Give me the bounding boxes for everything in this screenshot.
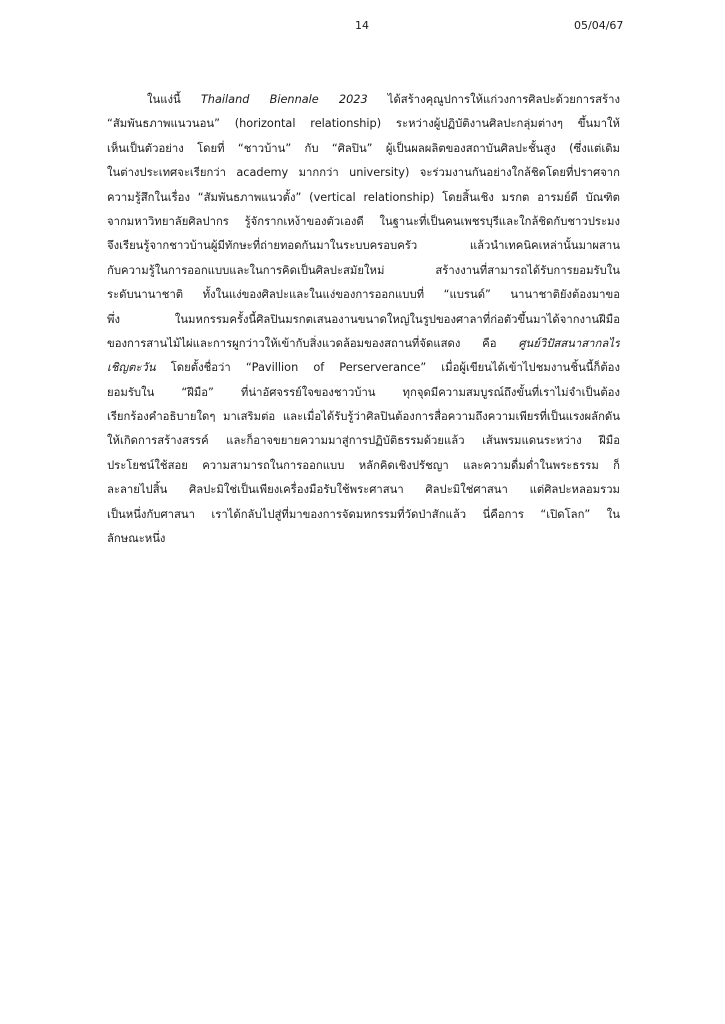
paragraph-line [107, 429, 620, 453]
paragraph-line [107, 186, 620, 210]
text-segment: พึ่ง ในมหกรรมครั้งนี้ศิลปินมรกตเสนองานขนาดใหญ่ในรูปของศาลาที่ก่อตัวขึ้นมาได้จากงานฝีมือ [107, 312, 620, 326]
italic-text: ศูนย์วิปัสสนาสากลไร่ [518, 336, 620, 350]
text-segment: ความรู้สึกในเรื่อง “สัมพันธภาพแนวตั้ง” (vertical relationship) โดยสิ้นเชิง มรกต อารมย์ดี บัณฑิต [107, 190, 620, 204]
text-segment: โดยตั้งชื่อว่า “Pavillion of Perserverance” เมื่อผู้เขียนได้เข้าไปชมงานชิ้นนี้ก็ต้อง [155, 361, 620, 375]
paragraph-line [107, 210, 620, 234]
text-segment: จากมหาวิทยาลัยศิลปากร รู้จักรากเหง้าของตัวเองดี ในฐานะที่เป็นคนเพชรบุรีและใกล้ชิดกับชาวประมง [107, 214, 620, 228]
paragraph-line [107, 137, 620, 161]
text-segment: ในต่างประเทศจะเรียกว่า academy มากกว่า university) จะร่วมงานกันอย่างใกล้ชิดโดยที่ปราศจาก [107, 166, 620, 180]
paragraph-line [107, 356, 620, 380]
paragraph-line [107, 259, 620, 283]
text-segment: เห็นเป็นตัวอย่าง โดยที่ “ชาวบ้าน” กับ “ศิลปิน” ผู้เป็นผลผลิตของสถาบันศิลปะชั้นสูง (ซึ่งแต่เดิม [107, 141, 620, 155]
paragraph-line [107, 381, 620, 405]
paragraph-line [107, 88, 620, 112]
text-segment: ของการสานไม้ไผ่และการผูกว่าวให้เข้ากับสิ่งแวดล้อมของสถานที่จัดแสดง คือ [107, 336, 519, 350]
text-segment: “สัมพันธภาพแนวนอน” (horizontal relationship) ระหว่างผู้ปฏิบัติงานศิลปะกลุ่มต่างๆ ขึ้นมาให้ [107, 117, 620, 131]
body-paragraph [107, 88, 620, 551]
paragraph-line [107, 332, 620, 356]
paragraph-line [107, 503, 620, 527]
text-segment: ยอมรับใน “ฝีมือ” ที่น่าอัศจรรย์ใจของชาวบ้าน ทุกจุดมีความสมบูรณ์ถึงขั้นที่เราไม่จำเป็นต้อง [107, 385, 620, 399]
text-segment: ในแง่นี้ [147, 93, 201, 106]
italic-text: Thailand Biennale 2023 [200, 93, 368, 106]
text-segment: ประโยชน์ใช้สอย ความสามารถในการออกแบบ หลักคิดเชิงปรัชญา และความดื่มด่ำในพระธรรม ก็ [107, 458, 620, 472]
text-segment: ละลายไปสิ้น ศิลปะมิใช่เป็นเพียงเครื่องมือรับใช้พระศาสนา ศิลปะมิใช่ศาสนา แต่ศิลปะหลอมรวม [107, 483, 620, 497]
paragraph-line [107, 161, 620, 185]
paragraph-line [107, 478, 620, 502]
text-segment: ระดับนานาชาติ ทั้งในแง่ของศิลปะและในแง่ของการออกแบบที่ “แบรนด์” นานาชาติยังต้องมาขอ [107, 288, 620, 302]
paragraph-line [107, 234, 620, 258]
paragraph-line [107, 112, 620, 136]
paragraph-line [107, 308, 620, 332]
text-segment: เป็นหนึ่งกับศาสนา เราได้กลับไปสู่ที่มาของการจัดมหกรรมที่วัดป่าสักแล้ว นี่คือการ “เปิดโลก” ใน [107, 507, 620, 521]
page-number: 14 [355, 19, 369, 32]
paragraph-line [107, 405, 620, 429]
italic-text: เชิญตะวัน [107, 361, 156, 375]
paragraph-line [107, 527, 620, 551]
text-segment: จึงเรียนรู้จากชาวบ้านผู้มีทักษะที่ถ่ายทอดกันมาในระบบครอบครัว แล้วนำเทคนิคเหล่านั้นมาผสาน [107, 239, 620, 253]
text-segment: ได้สร้างคุณูปการให้แก่วงการศิลปะด้วยการสร้าง [367, 93, 620, 106]
page-date: 05/04/67 [574, 19, 624, 32]
text-segment: เรียกร้องคำอธิบายใดๆ มาเสริมต่อ และเมื่อได้รับรู้ว่าศิลปินต้องการสื่อความถึงความเพียรที่เป็นแรงผลักดัน [107, 410, 620, 424]
paragraph-line [107, 283, 620, 307]
text-segment: ให้เกิดการสร้างสรรค์ และก็อาจขยายความมาสู่การปฏิบัติธรรมด้วยแล้ว เส้นพรมแดนระหว่าง ฝีมือ [107, 434, 620, 448]
text-segment: ลักษณะหนึ่ง [107, 532, 166, 546]
text-segment: กับความรู้ในการออกแบบและในการคิดเป็นศิลปะสมัยใหม่ สร้างงานที่สามารถได้รับการยอมรับใน [107, 263, 620, 277]
paragraph-line [107, 454, 620, 478]
